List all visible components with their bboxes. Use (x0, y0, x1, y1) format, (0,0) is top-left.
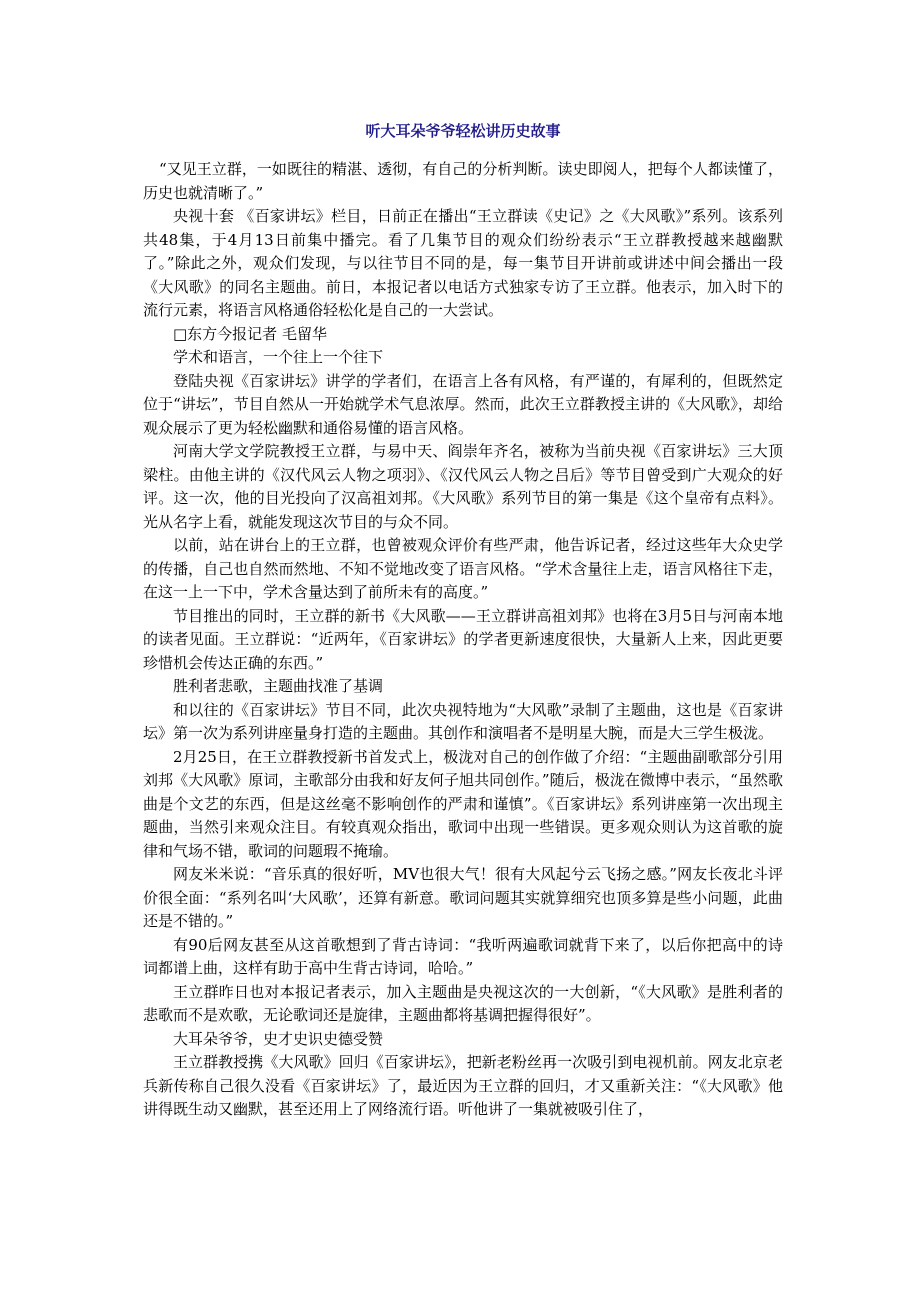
paragraph: 王立群昨日也对本报记者表示，加入主题曲是央视这次的一大创新，“《大风歌》是胜利者的悲歌而不是欢歌，无论歌词还是旋律，主题曲都将基调把握得很好”。 (143, 982, 783, 1024)
paragraph-lead-quote: “又见王立群，一如既往的精湛、透彻，有自己的分析判断。读史即阅人，把每个人都读懂了，历史也就清晰了。” (143, 160, 783, 202)
document-title: 听大耳朵爷爷轻松讲历史故事 (365, 122, 561, 140)
section-heading: 大耳朵爷爷，史才史识史德受赞 (173, 1029, 384, 1048)
paragraph: 有90后网友甚至从这首歌想到了背古诗词：“我听两遍歌词就背下来了，以后你把高中的诗词都谱上曲，这样有助于高中生背古诗词，哈哈。” (143, 935, 783, 977)
paragraph: 和以往的《百家讲坛》节目不同，此次央视特地为“大风歌”录制了主题曲，这也是《百家讲坛》第一次为系列讲座量身打造的主题曲。其创作和演唱者不是明星大腕，而是大三学生极泷。 (143, 700, 783, 742)
paragraph: 河南大学文学院教授王立群，与易中天、阎崇年齐名，被称为当前央视《百家讲坛》三大顶梁柱。由他主讲的《汉代风云人物之项羽》、《汉代风云人物之吕后》等节目曾受到广大观众的好评。这一次，他的目光投向了汉高祖刘邦。《大风歌》系列节目的第一集是《这个皇帝有点料》。光从名字上看，就能发现这次节目的与众不同。 (143, 442, 783, 531)
paragraph: 以前，站在讲台上的王立群，也曾被观众评价有些严肃，他告诉记者，经过这些年大众史学的传播，自己也自然而然地、不知不觉地改变了语言风格。“学术含量往上走，语言风格往下走，在这一上一下中，学术含量达到了前所未有的高度。” (143, 536, 783, 601)
section-heading: 胜利者悲歌，主题曲找准了基调 (173, 677, 384, 695)
paragraph: 央视十套 《百家讲坛》栏目，日前正在播出“王立群读《史记》之《大风歌》”系列。该系列共48集，于4月13日前集中播完。看了几集节目的观众们纷纷表示“王立群教授越来越幽默了。”除此之外，观众们发现，与以往节目不同的是，每一集节目开讲前或讲述中间会播出一段《大风歌》的同名主题曲。前日，本报记者以电话方式独家专访了王立群。他表示，加入时下的流行元素，将语言风格通俗轻松化是自己的一大尝试。 (143, 207, 783, 319)
section-heading: 学术和语言，一个往上一个往下 (173, 348, 384, 366)
byline: □东方今报记者 毛留华 (173, 324, 327, 343)
paragraph: 节目推出的同时，王立群的新书《大风歌——王立群讲高祖刘邦》也将在3月5日与河南本地的读者见面。王立群说：“近两年，《百家讲坛》的学者更新速度很快，大量新人上来，因此更要珍惜机会传达正确的东西。” (143, 606, 783, 672)
paragraph: 王立群教授携《大风歌》回归《百家讲坛》，把新老粉丝再一次吸引到电视机前。网友北京老兵新传称自己很久没看《百家讲坛》了，最近因为王立群的回归，才又重新关注：“《大风歌》他讲得既生动又幽默，甚至还用上了网络流行语。听他讲了一集就被吸引住了， (143, 1053, 783, 1118)
paragraph: 网友米米说：“音乐真的很好听，MV也很大气！很有大风起兮云飞扬之感。”网友长夜北斗评价很全面：“系列名叫‘大风歌’，还算有新意。歌词问题其实就算细究也顶多算是些小问题，此曲还是不错的。” (143, 865, 783, 930)
paragraph: 登陆央视《百家讲坛》讲学的学者们，在语言上各有风格，有严谨的，有犀利的，但既然定位于“讲坛”，节目自然从一开始就学术气息浓厚。然而，此次王立群教授主讲的《大风歌》，却给观众展示了更为轻松幽默和通俗易懂的语言风格。 (143, 371, 783, 437)
article-body (143, 158, 783, 1122)
paragraph: 2月25日，在王立群教授新书首发式上，极泷对自己的创作做了介绍：“主题曲副歌部分引用刘邦《大风歌》原词，主歌部分由我和好友何子旭共同创作。”随后，极泷在微博中表示，“虽然歌曲是个文艺的东西，但是这丝毫不影响创作的严肃和谨慎”。《百家讲坛》系列讲座第一次出现主题曲，当然引来观众注目。有较真观众指出，歌词中出现一些错误。更多观众则认为这首歌的旋律和气场不错，歌词的问题瑕不掩瑜。 (143, 747, 783, 860)
